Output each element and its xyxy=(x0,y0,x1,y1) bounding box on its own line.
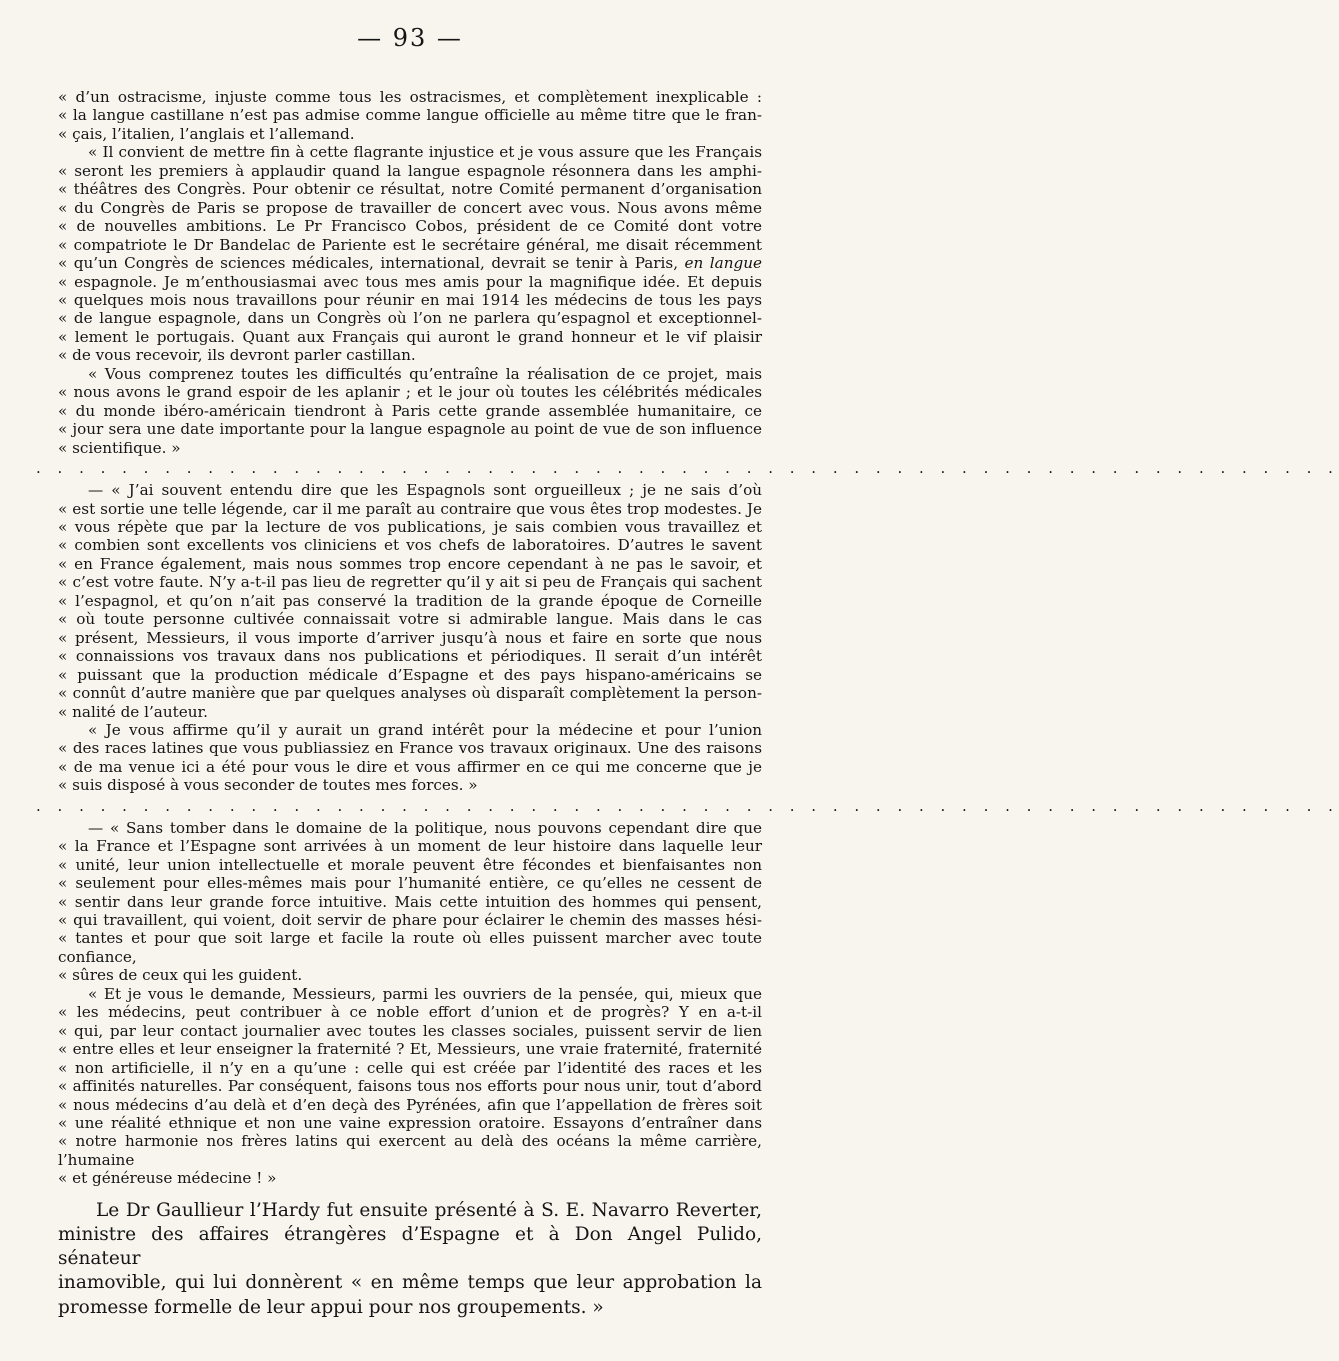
text-line: « de nouvelles ambitions. Le Pr Francisco Cobos, président de ce Comité dont votre xyxy=(58,217,762,236)
text-line xyxy=(58,273,762,291)
text-line: « nous médecins d’au delà et d’en deçà des Pyrénées, afin que l’appellation de frères soit xyxy=(58,1095,762,1114)
dotted-separator: . . . . . . . . . . . . . . . . . . . . . . . . . . . . . . . . . . . . . . . . . . . . . . . . . . . . . . . . . . . . . xyxy=(36,459,1339,478)
text-line: « de langue espagnole, dans un Congrès où l’on ne parlera qu’espagnol et exceptionnel- xyxy=(58,309,762,328)
text-line xyxy=(58,254,762,272)
text-line-part: « qu’un Congrès de sciences médicales, international, devrait se tenir à Paris, xyxy=(58,254,679,273)
text-line: « çais, l’italien, l’anglais et l’allemand. xyxy=(58,124,355,143)
text-line: « du monde ibéro-américain tiendront à Paris cette grande assemblée humanitaire, ce xyxy=(58,401,762,420)
text-line: « sentir dans leur grande force intuitive. Mais cette intuition des hommes qui pensent, xyxy=(58,892,762,911)
text-line: « tantes et pour que soit large et facile la route où elles puissent marcher avec toute confiance, xyxy=(58,929,762,966)
text-line: « une réalité ethnique et non une vaine expression oratoire. Essayons d’entraîner dans xyxy=(58,1114,762,1133)
text-line: « unité, leur union intellectuelle et morale peuvent être fécondes et bienfaisantes non xyxy=(58,855,762,874)
text-line: « de ma venue ici a été pour vous le dire et vous affirmer en ce qui me concerne que je xyxy=(58,757,762,776)
text-line: ministre des affaires étrangères d’Espagne et à Don Angel Pulido, sénateur xyxy=(58,1224,762,1270)
text-line: « suis disposé à vous seconder de toutes mes forces. » xyxy=(58,776,478,795)
text-line: « la langue castillane n’est pas admise comme langue officielle au même titre que le fran- xyxy=(58,106,762,125)
text-line: « sûres de ceux qui les guident. xyxy=(58,966,303,985)
text-line: « la France et l’Espagne sont arrivées à un moment de leur histoire dans laquelle leur xyxy=(58,837,762,856)
text-line: « qui, par leur contact journalier avec toutes les classes sociales, puissent servir de lien xyxy=(58,1021,762,1040)
dotted-separator: . . . . . . . . . . . . . . . . . . . . . . . . . . . . . . . . . . . . . . . . . . . . . . . . . . . . . . . . . . . . . xyxy=(36,796,1339,815)
text-line: — « Sans tomber dans le domaine de la politique, nous pouvons cependant dire que xyxy=(88,818,762,837)
text-line: « les médecins, peut contribuer à ce noble effort d’union et de progrès? Y en a-t-il xyxy=(58,1003,762,1022)
text-line: « de vous recevoir, ils devront parler castillan. xyxy=(58,346,416,365)
text-line: « seulement pour elles-mêmes mais pour l’humanité entière, ce qu’elles ne cessent de xyxy=(58,874,762,893)
text-line: « c’est votre faute. N’y a-t-il pas lieu de regretter qu’il y ait si peu de Français qui sachent xyxy=(58,573,762,592)
text-line: « qui travaillent, qui voient, doit servir de phare pour éclairer le chemin des masses hési- xyxy=(58,911,762,930)
text-line: « vous répète que par la lecture de vos publications, je sais combien vous travaillez et xyxy=(58,517,762,536)
text-line: « notre harmonie nos frères latins qui exercent au delà des océans la même carrière, l’humaine xyxy=(58,1132,762,1169)
text-line: « du Congrès de Paris se propose de travailler de concert avec vous. Nous avons même xyxy=(58,198,762,217)
text-line: « Il convient de mettre fin à cette flagrante injustice et je vous assure que les Français xyxy=(88,143,762,162)
quote-section-1 xyxy=(58,88,762,457)
text-line: « et généreuse médecine ! » xyxy=(58,1169,277,1188)
text-line: « entre elles et leur enseigner la fraternité ? Et, Messieurs, une vraie fraternité, fraternité xyxy=(58,1040,762,1059)
text-line: « seront les premiers à applaudir quand la langue espagnole résonnera dans les amphi- xyxy=(58,161,762,180)
text-line: « nalité de l’auteur. xyxy=(58,702,208,721)
text-line: promesse formelle de leur appui pour nos groupements. » xyxy=(58,1296,604,1318)
text-line: « Je vous affirme qu’il y aurait un grand intérêt pour la médecine et pour l’union xyxy=(88,720,762,739)
text-line: « combien sont excellents vos cliniciens et vos chefs de laboratoires. D’autres le savent xyxy=(58,536,762,555)
text-line: « puissant que la production médicale d’Espagne et des pays hispano-américains se xyxy=(58,665,762,684)
text-line: inamovible, qui lui donnèrent « en même temps que leur approbation la xyxy=(58,1272,762,1294)
text-line-part: Je m’enthousiasmai avec tous mes amis pour la magnifique idée. Et depuis xyxy=(163,272,763,291)
text-line: « est sortie une telle légende, car il me paraît au contraire que vous êtes trop modestes. Je xyxy=(58,499,762,518)
text-line: « lement le portugais. Quant aux Français qui auront le grand honneur et le vif plaisir xyxy=(58,327,762,346)
text-line: « quelques mois nous travaillons pour réunir en mai 1914 les médecins de tous les pays xyxy=(58,290,762,309)
text-line: « Vous comprenez toutes les difficultés qu’entraîne la réalisation de ce projet, mais xyxy=(88,364,762,383)
text-line: « théâtres des Congrès. Pour obtenir ce résultat, notre Comité permanent d’organisation xyxy=(58,180,762,199)
text-line: « présent, Messieurs, il vous importe d’arriver jusqu’à nous et faire en sorte que nous xyxy=(58,628,762,647)
text-line: « en France également, mais nous sommes trop encore cependant à ne pas le savoir, et xyxy=(58,554,762,573)
text-line: « compatriote le Dr Bandelac de Pariente est le secrétaire général, me disait récemment xyxy=(58,235,762,254)
italic-phrase: en langue xyxy=(684,254,762,273)
text-line: « non artificielle, il n’y en a qu’une : celle qui est créée par l’identité des races et les xyxy=(58,1058,762,1077)
text-line-part: « espagnole. xyxy=(58,272,158,291)
text-line: « jour sera une date importante pour la langue espagnole au point de vue de son influence xyxy=(58,420,762,439)
text-line: — « J’ai souvent entendu dire que les Espagnols sont orgueilleux ; je ne sais d’où xyxy=(88,481,762,500)
text-line: « affinités naturelles. Par conséquent, faisons tous nos efforts pour nous unir, tout d’abord xyxy=(58,1077,762,1096)
closing-paragraph xyxy=(58,1199,762,1320)
quote-section-2 xyxy=(58,481,762,795)
text-line: « où toute personne cultivée connaissait votre si admirable langue. Mais dans le cas xyxy=(58,610,762,629)
text-line: « d’un ostracisme, injuste comme tous les ostracismes, et complètement inexplicable : xyxy=(58,88,762,106)
text-line: Le Dr Gaullieur l’Hardy fut ensuite présenté à S. E. Navarro Reverter, xyxy=(96,1199,762,1221)
text-line: « connaissions vos travaux dans nos publications et périodiques. Il serait d’un intérêt xyxy=(58,647,762,666)
quote-section-3 xyxy=(58,819,762,1188)
text-line: « connût d’autre manière que par quelques analyses où disparaît complètement la person- xyxy=(58,684,762,703)
text-line: « des races latines que vous publiassiez en France vos travaux originaux. Une des raisons xyxy=(58,739,762,758)
text-line: « scientifique. » xyxy=(58,438,181,457)
text-line: « nous avons le grand espoir de les aplanir ; et le jour où toutes les célébrités médicales xyxy=(58,383,762,402)
page-number: — 93 — xyxy=(357,24,463,52)
text-line: « l’espagnol, et qu’on n’ait pas conservé la tradition de la grande époque de Corneille xyxy=(58,591,762,610)
text-line: « Et je vous le demande, Messieurs, parmi les ouvriers de la pensée, qui, mieux que xyxy=(88,984,762,1003)
